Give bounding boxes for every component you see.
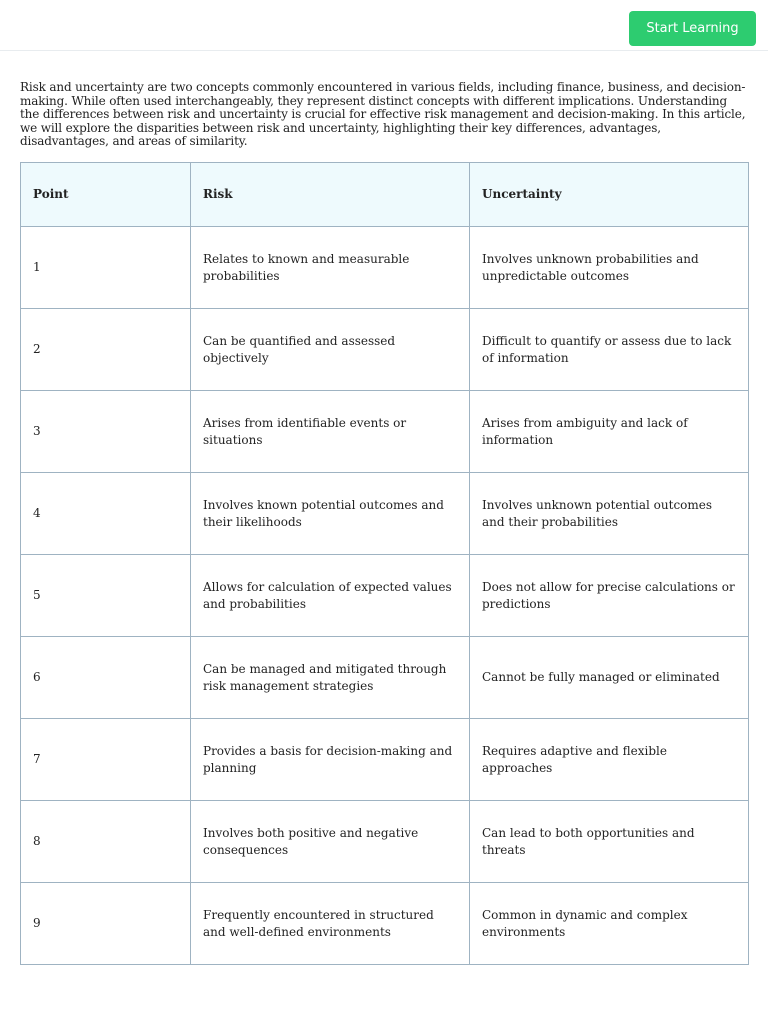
header-uncertainty: Uncertainty <box>470 163 749 227</box>
table-row <box>21 637 749 719</box>
header-risk: Risk <box>191 163 470 227</box>
top-bar <box>0 0 768 51</box>
intro-paragraph: Risk and uncertainty are two concepts commonly encountered in various fields, including finance, business, and decision-making. While often used interchangeably, they represent distinct concepts with different implications. Understanding the differences between risk and uncertainty is crucial for effective risk management and decision-making. In this article, we will explore the disparities between risk and uncertainty, highlighting their key differences, advantages, disadvantages, and areas of similarity. <box>20 80 746 149</box>
table-row <box>21 391 749 473</box>
risk-cell: Relates to known and measurable probabilities <box>191 227 470 309</box>
point-cell: 8 <box>21 801 191 883</box>
point-cell: 6 <box>21 637 191 719</box>
risk-cell: Can be managed and mitigated through risk management strategies <box>191 637 470 719</box>
table-row <box>21 555 749 637</box>
uncertainty-cell: Difficult to quantify or assess due to lack of information <box>470 309 749 391</box>
risk-cell: Provides a basis for decision-making and planning <box>191 719 470 801</box>
uncertainty-cell: Involves unknown potential outcomes and their probabilities <box>470 473 749 555</box>
uncertainty-cell: Arises from ambiguity and lack of information <box>470 391 749 473</box>
risk-cell: Can be quantified and assessed objectively <box>191 309 470 391</box>
risk-cell: Arises from identifiable events or situations <box>191 391 470 473</box>
uncertainty-cell: Involves unknown probabilities and unpredictable outcomes <box>470 227 749 309</box>
risk-cell: Frequently encountered in structured and well-defined environments <box>191 883 470 965</box>
point-cell: 4 <box>21 473 191 555</box>
point-cell: 2 <box>21 309 191 391</box>
uncertainty-cell: Common in dynamic and complex environments <box>470 883 749 965</box>
table-header-row <box>21 163 749 227</box>
table-row <box>21 309 749 391</box>
risk-cell: Allows for calculation of expected values and probabilities <box>191 555 470 637</box>
table-row <box>21 883 749 965</box>
uncertainty-cell: Does not allow for precise calculations or predictions <box>470 555 749 637</box>
table-row <box>21 227 749 309</box>
table-row <box>21 801 749 883</box>
uncertainty-cell: Can lead to both opportunities and threats <box>470 801 749 883</box>
uncertainty-cell: Cannot be fully managed or eliminated <box>470 637 749 719</box>
comparison-table <box>20 162 749 965</box>
point-cell: 1 <box>21 227 191 309</box>
risk-cell: Involves known potential outcomes and their likelihoods <box>191 473 470 555</box>
point-cell: 5 <box>21 555 191 637</box>
uncertainty-cell: Requires adaptive and flexible approaches <box>470 719 749 801</box>
table-row <box>21 719 749 801</box>
table-row <box>21 473 749 555</box>
risk-cell: Involves both positive and negative consequences <box>191 801 470 883</box>
point-cell: 9 <box>21 883 191 965</box>
header-point: Point <box>21 163 191 227</box>
start-learning-button[interactable]: Start Learning <box>629 11 756 46</box>
point-cell: 3 <box>21 391 191 473</box>
point-cell: 7 <box>21 719 191 801</box>
